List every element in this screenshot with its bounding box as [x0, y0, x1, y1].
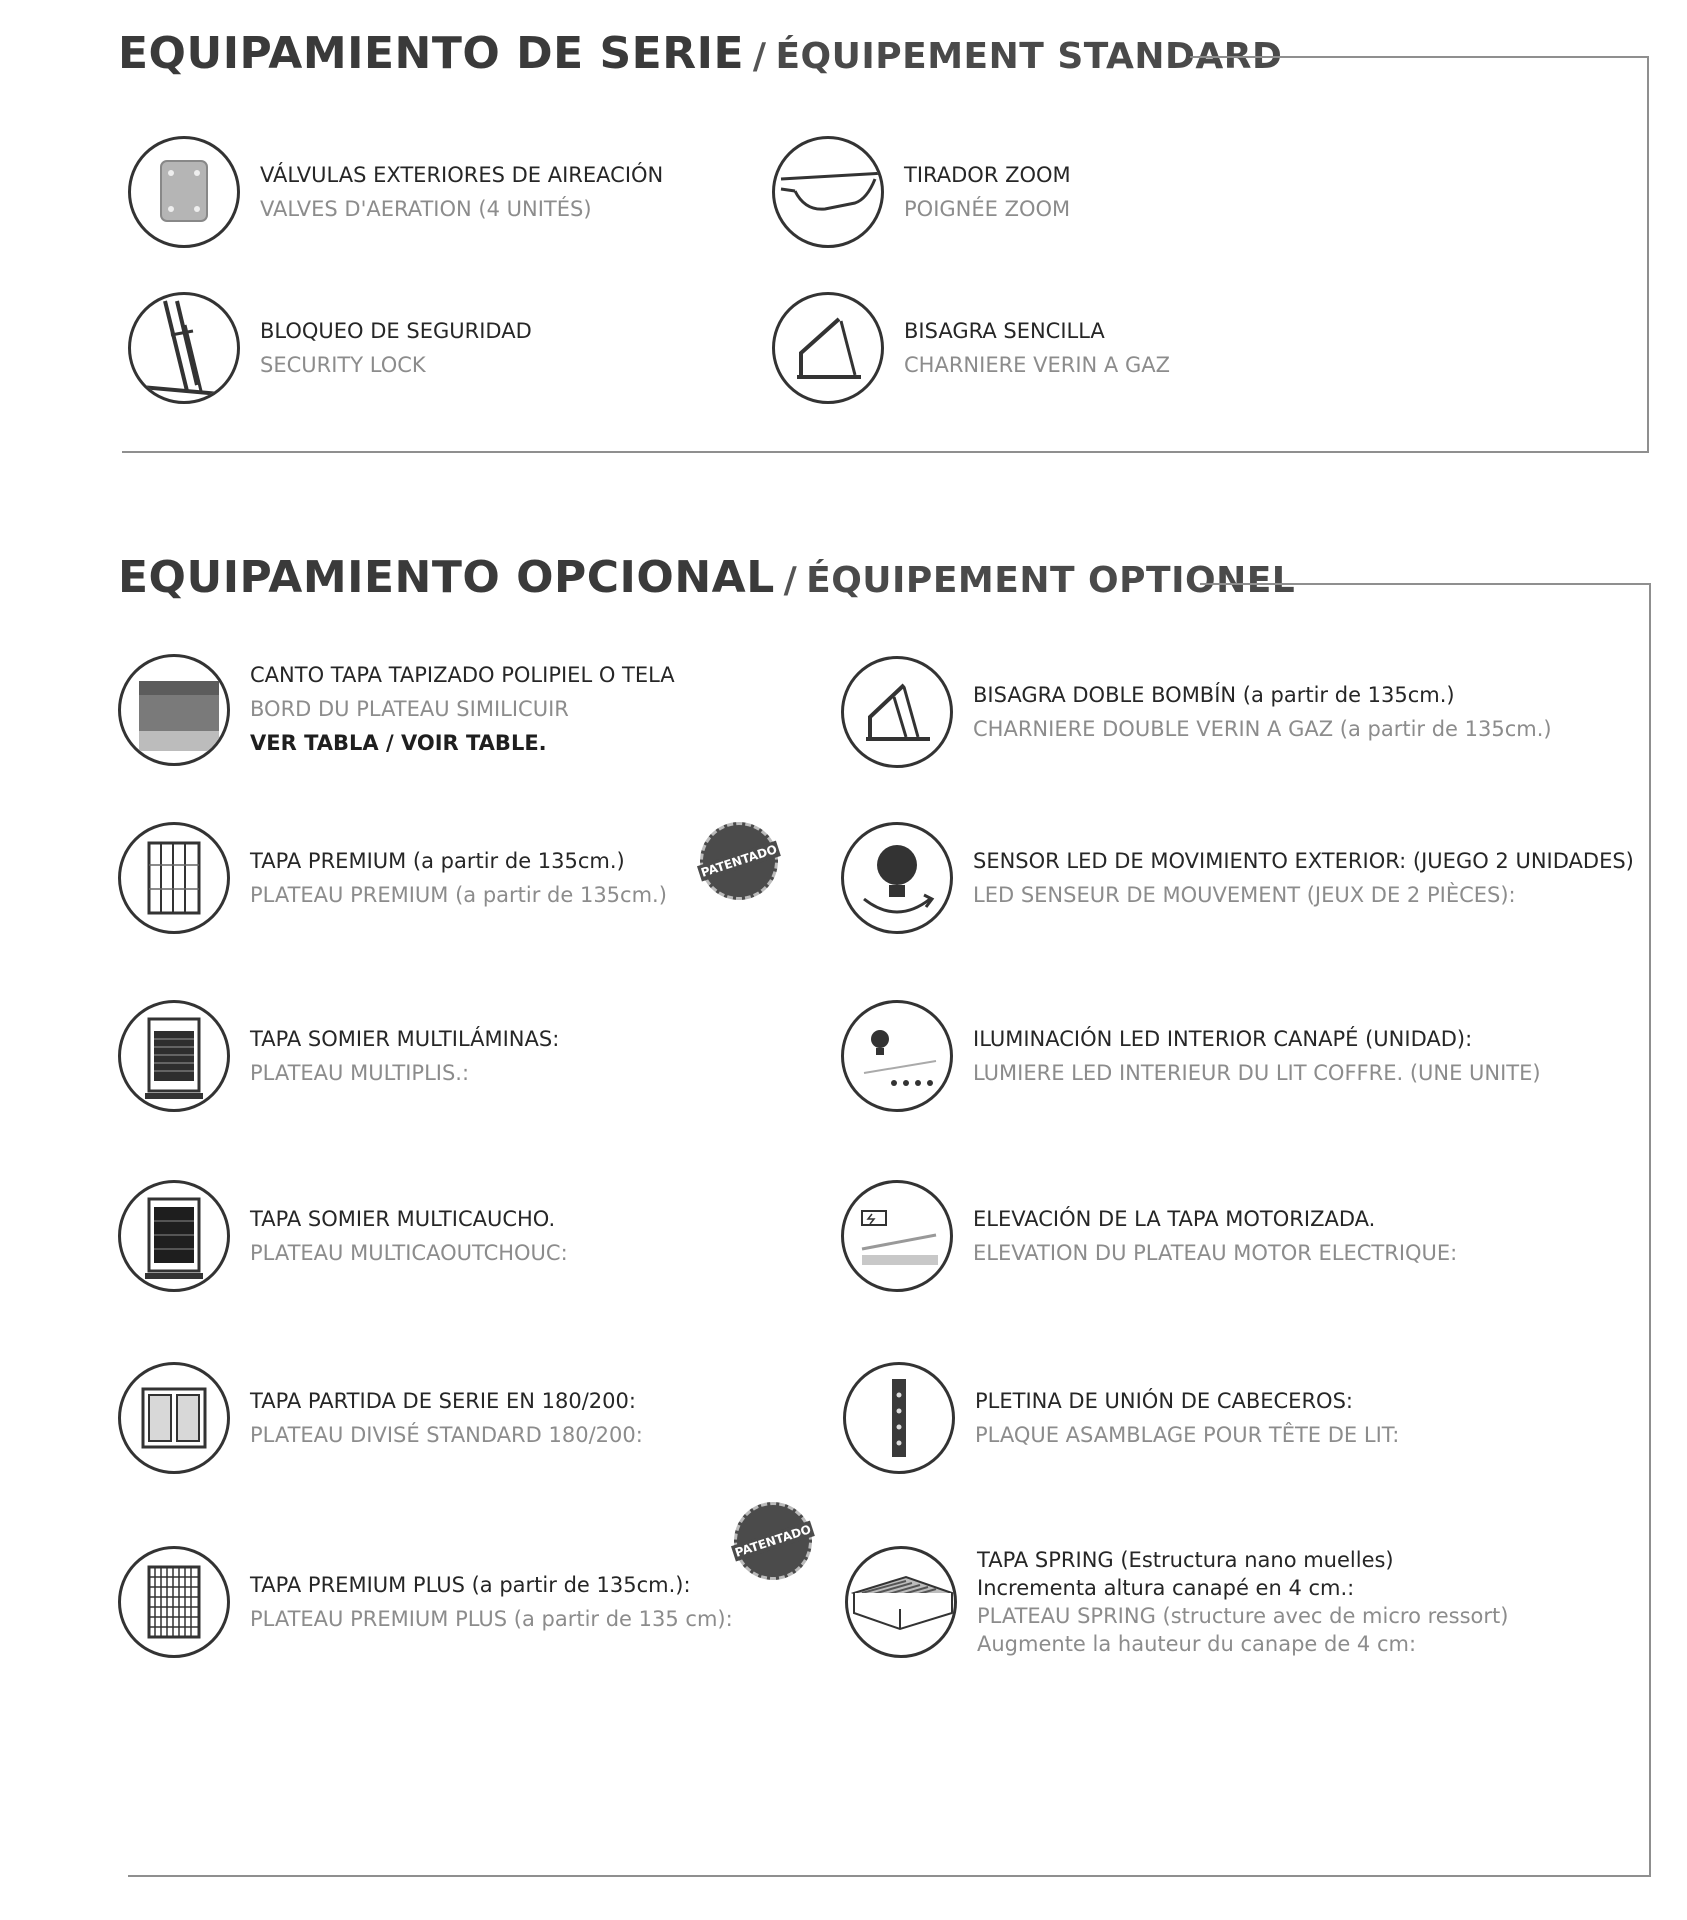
item-label-es: TAPA SOMIER MULTILÁMINAS: [250, 1027, 560, 1051]
item-label-fr: CHARNIERE DOUBLE VERIN A GAZ (a partir de 135cm.) [973, 717, 1552, 741]
item-label-fr: ELEVATION DU PLATEAU MOTOR ELECTRIQUE: [973, 1241, 1458, 1265]
multicaucho-base-icon [118, 1180, 230, 1292]
item-label-es: VÁLVULAS EXTERIORES DE AIREACIÓN [260, 163, 664, 187]
item-label-es: BLOQUEO DE SEGURIDAD [260, 319, 532, 343]
item-label-fr: PLATEAU MULTICAOUTCHOUC: [250, 1241, 568, 1265]
motorized-lift-icon [841, 1180, 953, 1292]
item-label-fr: PLATEAU PREMIUM (a partir de 135cm.) [250, 883, 667, 907]
item-label-fr: PLATEAU DIVISÉ STANDARD 180/200: [250, 1423, 643, 1447]
optional-rule-right [1649, 583, 1651, 1875]
standard-heading [118, 28, 1282, 79]
double-hinge-icon [841, 656, 953, 768]
patent-stamp-text: PATENTADO [731, 1521, 815, 1562]
optional-heading [118, 552, 1295, 603]
multilamina-base-icon [118, 1000, 230, 1112]
item-label-fr: PLAQUE ASAMBLAGE POUR TÊTE DE LIT: [975, 1423, 1400, 1447]
standard-title-fr: ÉQUIPEMENT STANDARD [775, 36, 1283, 77]
standard-rule-top [1190, 56, 1648, 58]
item-label-fr: BORD DU PLATEAU SIMILICUIR [250, 697, 569, 721]
item-label-fr: CHARNIERE VERIN A GAZ [904, 353, 1170, 377]
see-table-link[interactable]: VER TABLA / VOIR TABLE. [250, 731, 547, 755]
led-motion-sensor-icon [841, 822, 953, 934]
optional-title-es: EQUIPAMIENTO OPCIONAL [118, 552, 775, 603]
standard-title-es: EQUIPAMIENTO DE SERIE [118, 28, 745, 79]
item-label-es: BISAGRA DOBLE BOMBÍN (a partir de 135cm.) [973, 683, 1455, 707]
item-label-fr: POIGNÉE ZOOM [904, 197, 1071, 221]
premium-lid-icon [118, 822, 230, 934]
item-label-fr: SECURITY LOCK [260, 353, 426, 377]
optional-title-separator: / [783, 560, 798, 601]
optional-rule-bottom [128, 1875, 1651, 1877]
patent-stamp [690, 812, 788, 910]
headboard-plate-icon [843, 1362, 955, 1474]
item-label-es: TIRADOR ZOOM [904, 163, 1071, 187]
item-label-fr: PLATEAU PREMIUM PLUS (a partir de 135 cm): [250, 1607, 733, 1631]
item-label-es: CANTO TAPA TAPIZADO POLIPIEL O TELA [250, 663, 675, 687]
split-lid-icon [118, 1362, 230, 1474]
item-label-fr: PLATEAU SPRING (structure avec de micro ressort) [977, 1604, 1509, 1628]
item-label-fr: LUMIERE LED INTERIEUR DU LIT COFFRE. (UNE UNITE) [973, 1061, 1541, 1085]
item-label-es: SENSOR LED DE MOVIMIENTO EXTERIOR: (JUEGO 2 UNIDADES) [973, 849, 1634, 873]
item-label-es: TAPA PREMIUM (a partir de 135cm.) [250, 849, 625, 873]
standard-rule-right [1647, 56, 1649, 451]
item-label-es: TAPA PARTIDA DE SERIE EN 180/200: [250, 1389, 636, 1413]
patent-stamp-text: PATENTADO [697, 841, 781, 882]
item-label-fr: VALVES D'AERATION (4 UNITÉS) [260, 197, 592, 221]
item-label-fr-detail: Augmente la hauteur du canape de 4 cm: [977, 1632, 1417, 1656]
standard-title-separator: / [752, 36, 767, 77]
item-label-fr: LED SENSEUR DE MOUVEMENT (JEUX DE 2 PIÈCES): [973, 883, 1516, 907]
spring-lid-icon [845, 1546, 957, 1658]
item-label-es: TAPA SOMIER MULTICAUCHO. [250, 1207, 556, 1231]
optional-rule-top [1200, 583, 1650, 585]
item-label-es: PLETINA DE UNIÓN DE CABECEROS: [975, 1389, 1353, 1413]
led-interior-light-icon [841, 1000, 953, 1112]
item-label-es: TAPA PREMIUM PLUS (a partir de 135cm.): [250, 1573, 691, 1597]
item-label-es: ILUMINACIÓN LED INTERIOR CANAPÉ (UNIDAD): [973, 1027, 1473, 1051]
zoom-handle-icon [772, 136, 884, 248]
single-hinge-icon [772, 292, 884, 404]
optional-title-fr: ÉQUIPEMENT OPTIONEL [806, 560, 1296, 601]
upholstered-edge-icon [118, 654, 230, 766]
standard-rule-bottom [122, 451, 1649, 453]
item-label-es: TAPA SPRING (Estructura nano muelles) [977, 1548, 1394, 1572]
item-label-fr: PLATEAU MULTIPLIS.: [250, 1061, 470, 1085]
security-lock-icon [128, 292, 240, 404]
item-label-es-detail: Incrementa altura canapé en 4 cm.: [977, 1576, 1355, 1600]
vent-plate-icon [128, 136, 240, 248]
premium-plus-lid-icon [118, 1546, 230, 1658]
patent-stamp [724, 1492, 822, 1590]
item-label-es: BISAGRA SENCILLA [904, 319, 1105, 343]
item-label-es: ELEVACIÓN DE LA TAPA MOTORIZADA. [973, 1207, 1376, 1231]
